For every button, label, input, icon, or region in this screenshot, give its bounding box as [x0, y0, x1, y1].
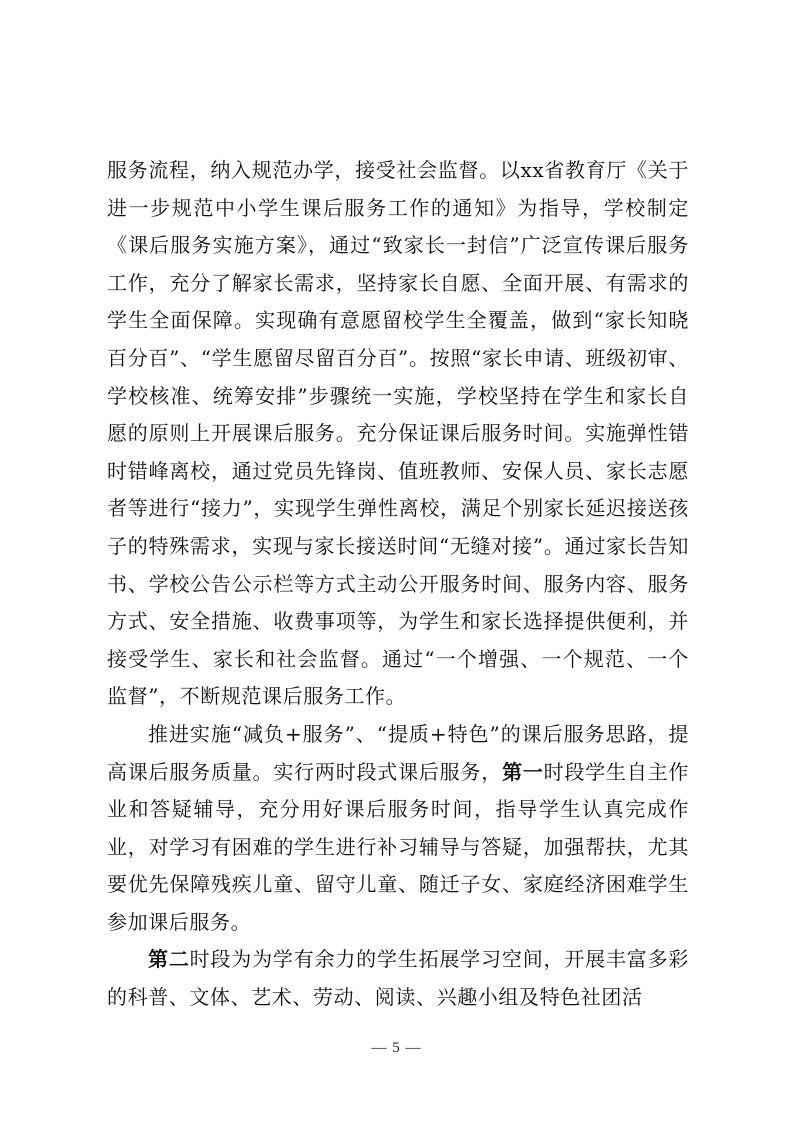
paragraph-2-emphasis: 第一	[502, 759, 544, 784]
document-body	[107, 152, 689, 1017]
paragraph-3	[107, 941, 689, 1016]
paragraph-2-rest: 时段学生自主作业和答疑辅导，充分用好课后服务时间，指导学生认真完成作业，对学习有困难的学生进行补习辅导与答疑，加强帮扶，尤其要优先保障残疾儿童、留守儿童、随迁子女、家庭经济困难学生参加课后服务。	[107, 759, 690, 934]
page-number: — 5 —	[371, 1040, 422, 1056]
paragraph-1-text: 服务流程，纳入规范办学，接受社会监督。以xx省教育厅《关于进一步规范中小学生课后服务工作的通知》为指导，学校制定《课后服务实施方案》，通过“致家长一封信”广泛宣传课后服务工作，充分了解家长需求，坚持家长自愿、全面开展、有需求的学生全面保障。实现确有意愿留校学生全覆盖，做到“家长知晓百分百”、“学生愿留尽留百分百”。按照“家长申请、班级初审、学校核准、统筹安排”步骤统一实施，学校坚持在学生和家长自愿的原则上开展课后服务。充分保证课后服务时间。实施弹性错时错峰离校，通过党员先锋岗、值班教师、安保人员、家长志愿者等进行“接力”，实现学生弹性离校，满足个别家长延迟接送孩子的特殊需求，实现与家长接送时间“无缝对接”。通过家长告知书、学校公告公示栏等方式主动公开服务时间、服务内容、服务方式、安全措施、收费事项等，为学生和家长选择提供便利，并接受学生、家长和社会监督。通过“一个增强、一个规范、一个监督”，不断规范课后服务工作。	[107, 158, 689, 709]
paragraph-3-rest: 时段为为学有余力的学生拓展学习空间，开展丰富多彩的科普、文体、艺术、劳动、阅读、兴趣小组及特色社团活	[107, 947, 689, 1010]
paragraph-2-lead: 推进实施“减负+服务”、“提质+特色”的课后服务思路，提高课后服务质量。实行两时段式课后服务，	[107, 721, 689, 784]
paragraph-2	[107, 716, 689, 942]
paragraph-3-emphasis: 第二	[148, 947, 190, 972]
paragraph-1	[107, 152, 689, 716]
